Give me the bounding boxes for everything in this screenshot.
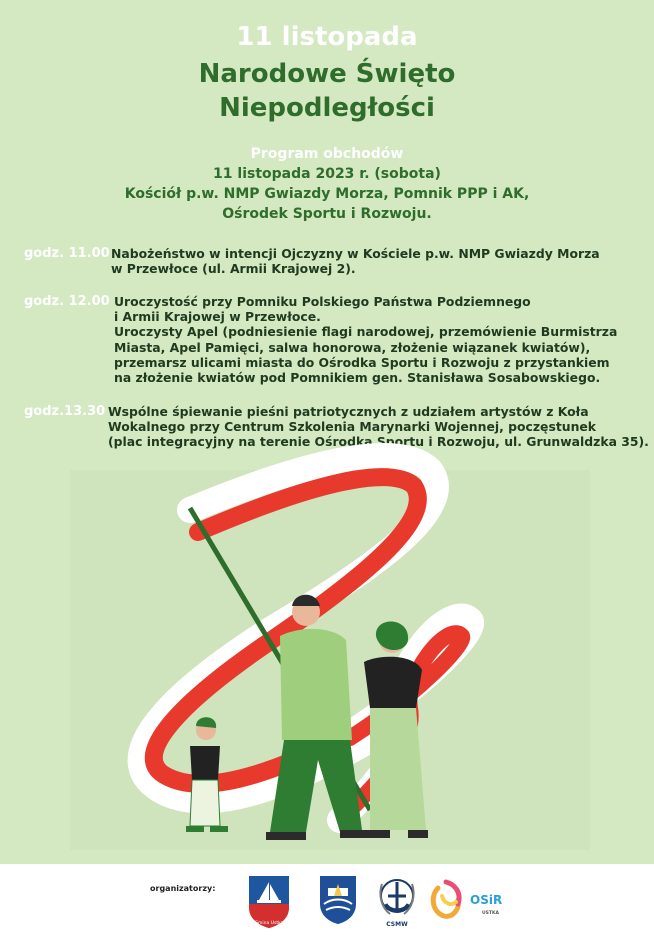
navy-emblem-caption: CSMW: [386, 921, 408, 928]
schedule-line: Nabożeństwo w intencji Ojczyzny w Kościele p.w. NMP Gwiazdy Morza: [111, 246, 600, 261]
schedule-time: godz. 12.00: [24, 294, 110, 309]
organizers-label: organizatorzy:: [150, 884, 216, 893]
schedule-time: godz. 11.00: [24, 246, 110, 261]
program-heading: Program obchodów: [250, 146, 404, 162]
schedule-line: Miasta, Apel Pamięci, salwa honorowa, złożenie wiązanek kwiatów),: [114, 339, 591, 355]
program-date: 11 listopada 2023 r. (sobota): [213, 166, 441, 182]
footer-organizers: [0, 864, 654, 940]
schedule-line: w Przewłoce (ul. Armii Krajowej 2).: [111, 261, 356, 277]
event-title-line1: Narodowe Święto: [198, 59, 456, 89]
program-places-line1: Kościół p.w. NMP Gwiazdy Morza, Pomnik PPP i AK,: [124, 186, 530, 202]
schedule-line: Wspólne śpiewanie pieśni patriotycznych z udziałem artystów z Koła: [108, 404, 589, 419]
schedule-line: Wokalnego przy Centrum Szkolenia Marynarki Wojennej, poczęstunek: [108, 419, 597, 435]
date-title: 11 listopada: [236, 22, 418, 52]
schedule-time: godz.13.30: [24, 404, 106, 419]
osir-ustka-logo: [428, 874, 508, 926]
osir-logo-text: OSiR: [470, 893, 503, 907]
schedule-line: przemarsz ulicami miasta do Ośrodka Sportu i Rozwoju z przystankiem: [114, 354, 610, 370]
schedule-line: Uroczystość przy Pomniku Polskiego Państwa Podziemnego: [114, 294, 531, 309]
gmina-ustka-caption: Gmina Ustka: [254, 921, 284, 926]
osir-logo-subtext: USTKA: [482, 911, 499, 916]
event-title-line2: Niepodległości: [219, 93, 435, 123]
navy-emblem-logo: [374, 874, 420, 930]
schedule-line: na złożenie kwiatów pod Pomnikiem gen. Stanisława Sosabowskiego.: [114, 370, 601, 386]
schedule-line: i Armii Krajowej w Przewłoce.: [114, 309, 321, 325]
gmina-ustka-logo: [247, 874, 291, 930]
schedule-line: Uroczysty Apel (podniesienie flagi narodowej, przemówienie Burmistrza: [114, 324, 618, 340]
event-title: [0, 57, 654, 125]
schedule-line: (plac integracyjny na terenie Ośrodka Sportu i Rozwoju, ul. Grunwaldzka 35).: [108, 434, 649, 450]
flag-family-illustration: [70, 440, 590, 860]
program-places-line2: Ośrodek Sportu i Rozwoju.: [222, 206, 432, 222]
city-crest-logo: [318, 874, 358, 926]
